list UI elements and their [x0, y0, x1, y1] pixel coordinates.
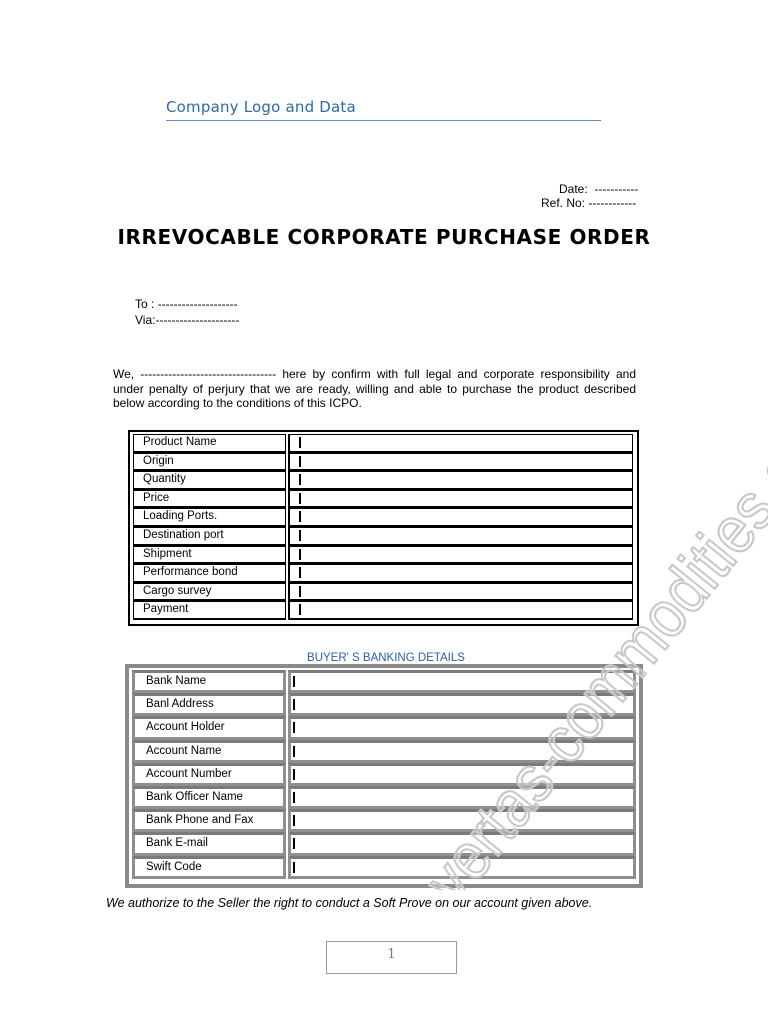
account-number-field[interactable]	[288, 763, 636, 786]
table-row	[133, 490, 633, 509]
table-row	[132, 763, 636, 786]
table-row	[132, 670, 636, 693]
bank-name-label: Bank Name	[132, 670, 286, 693]
table-row	[132, 856, 636, 879]
product-name-field[interactable]	[288, 434, 633, 453]
price-field[interactable]	[288, 490, 633, 509]
bank-email-field[interactable]	[288, 832, 636, 855]
shipment-field[interactable]	[288, 546, 633, 565]
bank-phone-fax-label: Bank Phone and Fax	[132, 809, 286, 832]
bank-phone-fax-field[interactable]	[288, 809, 636, 832]
to-line: To : --------------------	[135, 297, 238, 311]
page-number-box: 1	[326, 941, 457, 974]
shipment-label: Shipment	[133, 546, 286, 565]
loading-ports-field[interactable]	[288, 508, 633, 527]
date-line: Date: -----------	[559, 182, 639, 196]
destination-port-label: Destination port	[133, 527, 286, 546]
table-row	[133, 527, 633, 546]
account-holder-label: Account Holder	[132, 716, 286, 739]
origin-label: Origin	[133, 453, 286, 472]
bank-address-label: Banl Address	[132, 693, 286, 716]
payment-label: Payment	[133, 601, 286, 620]
table-row	[133, 564, 633, 583]
document-title: IRREVOCABLE CORPORATE PURCHASE ORDER	[117, 225, 651, 249]
table-row	[133, 434, 633, 453]
table-row	[132, 832, 636, 855]
performance-bond-field[interactable]	[288, 564, 633, 583]
price-label: Price	[133, 490, 286, 509]
bank-officer-name-field[interactable]	[288, 786, 636, 809]
bank-officer-name-label: Bank Officer Name	[132, 786, 286, 809]
quantity-label: Quantity	[133, 471, 286, 490]
product-name-label: Product Name	[133, 434, 286, 453]
via-line: Via:---------------------	[135, 313, 240, 327]
table-row	[133, 546, 633, 565]
table-row	[133, 583, 633, 602]
swift-code-field[interactable]	[288, 856, 636, 879]
bank-name-field[interactable]	[288, 670, 636, 693]
origin-field[interactable]	[288, 453, 633, 472]
logo-underline	[166, 120, 601, 121]
table-row	[133, 453, 633, 472]
product-table	[128, 430, 639, 626]
table-row	[132, 786, 636, 809]
bank-email-label: Bank E-mail	[132, 832, 286, 855]
account-number-label: Account Number	[132, 763, 286, 786]
account-holder-field[interactable]	[288, 716, 636, 739]
table-row	[133, 508, 633, 527]
performance-bond-label: Performance bond	[133, 564, 286, 583]
table-row	[132, 693, 636, 716]
bank-details-table	[125, 664, 643, 888]
loading-ports-label: Loading Ports.	[133, 508, 286, 527]
quantity-field[interactable]	[288, 471, 633, 490]
bank-details-heading: BUYER' S BANKING DETAILS	[307, 652, 465, 664]
account-name-label: Account Name	[132, 740, 286, 763]
payment-field[interactable]	[288, 601, 633, 620]
cargo-survey-field[interactable]	[288, 583, 633, 602]
table-row	[132, 809, 636, 832]
company-logo-text: Company Logo and Data	[166, 98, 356, 116]
ref-number-line: Ref. No: ------------	[541, 196, 637, 210]
destination-port-field[interactable]	[288, 527, 633, 546]
table-row	[133, 601, 633, 620]
account-name-field[interactable]	[288, 740, 636, 763]
table-row	[132, 740, 636, 763]
swift-code-label: Swift Code	[132, 856, 286, 879]
intro-paragraph: We, ---------------------------------- here by confirm with full legal and corporate responsibility and under penalty of perjury that we are ready, willing and able to purchase the product described below according to the conditions of this ICPO.	[113, 367, 636, 410]
bank-address-field[interactable]	[288, 693, 636, 716]
cargo-survey-label: Cargo survey	[133, 583, 286, 602]
table-row	[132, 716, 636, 739]
authorization-statement: We authorize to the Seller the right to conduct a Soft Prove on our account given above.	[106, 896, 593, 910]
table-row	[133, 471, 633, 490]
